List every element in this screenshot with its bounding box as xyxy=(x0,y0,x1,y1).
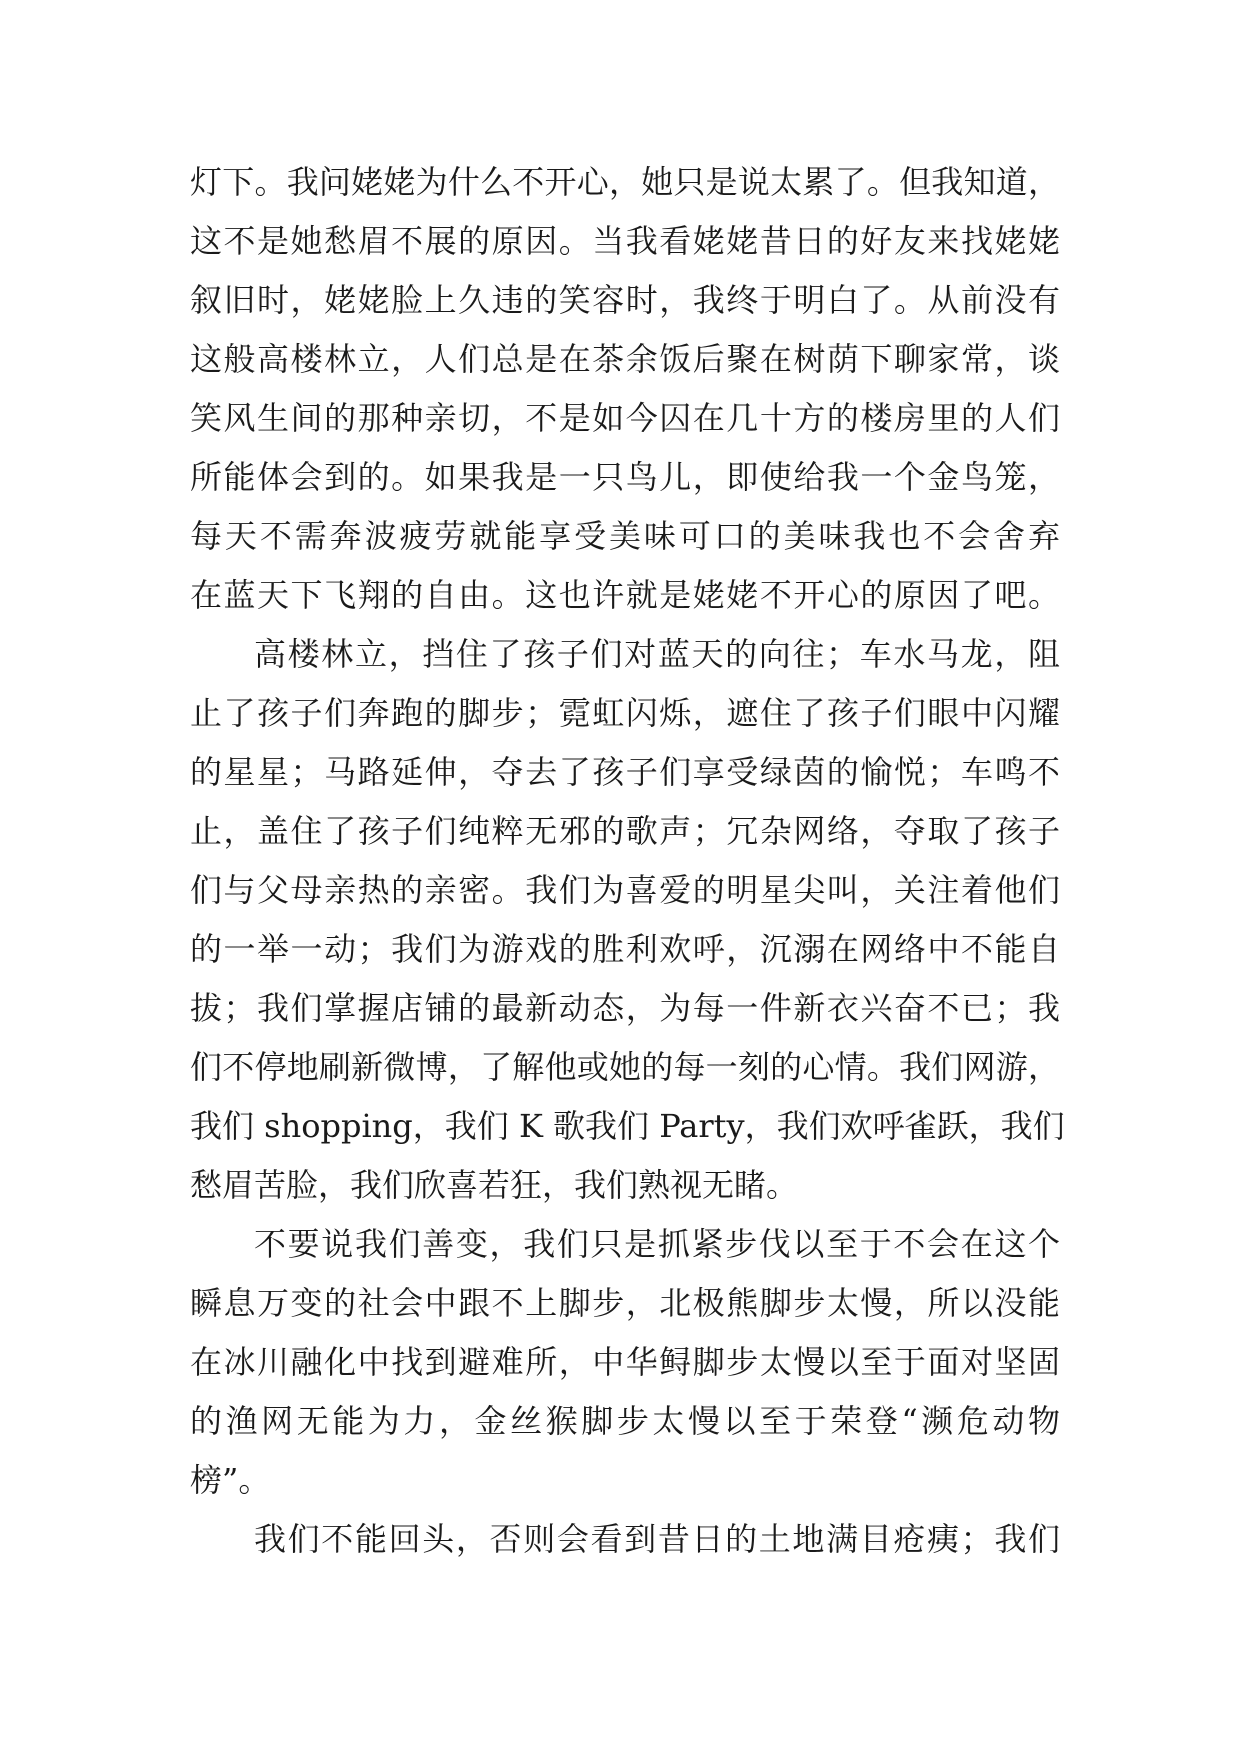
text-line: 们不停地刷新微博，了解他或她的每一刻的心情。我们网游， xyxy=(190,1048,1060,1086)
body-text xyxy=(190,153,1065,1569)
text-line: 灯下。我问姥姥为什么不开心，她只是说太累了。但我知道， xyxy=(190,163,1060,201)
text-line: 这般高楼林立，人们总是在茶余饭后聚在树荫下聊家常，谈 xyxy=(190,340,1060,378)
text-line: 我们不能回头，否则会看到昔日的土地满目疮痍；我们 xyxy=(254,1520,1060,1558)
text-line: 笑风生间的那种亲切，不是如今囚在几十方的楼房里的人们 xyxy=(190,399,1060,437)
text-line: 在冰川融化中找到避难所，中华鲟脚步太慢以至于面对坚固 xyxy=(190,1343,1060,1381)
text-line: 止，盖住了孩子们纯粹无邪的歌声；冗杂网络，夺取了孩子 xyxy=(190,812,1060,850)
text-line: 高楼林立，挡住了孩子们对蓝天的向往；车水马龙，阻 xyxy=(254,635,1060,673)
text-line: 我们 shopping，我们 K 歌我们 Party，我们欢呼雀跃，我们 xyxy=(190,1107,1065,1145)
text-line: 的一举一动；我们为游戏的胜利欢呼，沉溺在网络中不能自 xyxy=(190,930,1060,968)
text-line: 在蓝天下飞翔的自由。这也许就是姥姥不开心的原因了吧。 xyxy=(190,576,1060,614)
text-line: 叙旧时，姥姥脸上久违的笑容时，我终于明白了。从前没有 xyxy=(190,281,1060,319)
text-line: 每天不需奔波疲劳就能享受美味可口的美味我也不会舍弃 xyxy=(190,517,1060,555)
text-line: 这不是她愁眉不展的原因。当我看姥姥昔日的好友来找姥姥 xyxy=(190,222,1060,260)
text-line: 榜”。 xyxy=(190,1461,271,1499)
text-line: 瞬息万变的社会中跟不上脚步，北极熊脚步太慢，所以没能 xyxy=(190,1284,1060,1322)
text-line: 止了孩子们奔跑的脚步；霓虹闪烁，遮住了孩子们眼中闪耀 xyxy=(190,694,1060,732)
text-line: 拔；我们掌握店铺的最新动态，为每一件新衣兴奋不已；我 xyxy=(190,989,1060,1027)
text-line: 不要说我们善变，我们只是抓紧步伐以至于不会在这个 xyxy=(254,1225,1060,1263)
text-line: 的渔网无能为力，金丝猴脚步太慢以至于荣登“濒危动物 xyxy=(190,1402,1060,1440)
text-line: 愁眉苦脸，我们欣喜若狂，我们熟视无睹。 xyxy=(190,1166,799,1204)
text-line: 的星星；马路延伸，夺去了孩子们享受绿茵的愉悦；车鸣不 xyxy=(190,753,1060,791)
text-line: 们与父母亲热的亲密。我们为喜爱的明星尖叫，关注着他们 xyxy=(190,871,1060,909)
text-line: 所能体会到的。如果我是一只鸟儿，即使给我一个金鸟笼， xyxy=(190,458,1060,496)
